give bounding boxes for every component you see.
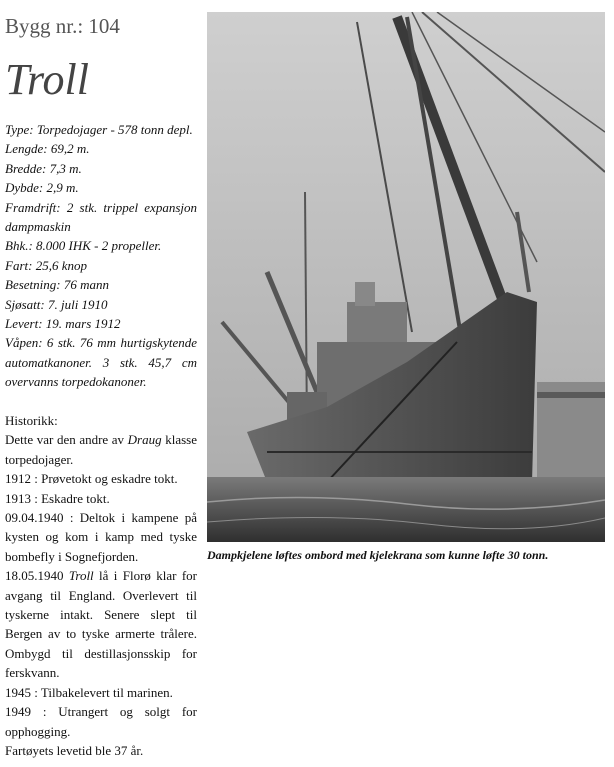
- ship-specs: [5, 120, 197, 392]
- history-1945: 1945 : Tilbakelevert til marinen.: [5, 684, 173, 700]
- spec-type: Type: Torpedojager - 578 tonn depl.: [5, 122, 193, 137]
- history-1940-05-date: 18.05.1940: [5, 568, 69, 584]
- history-1912: 1912 : Prøvetokt og eskadre tokt.: [5, 471, 178, 487]
- ship-photo-drawing: [207, 12, 605, 542]
- history-1940-05: [5, 566, 197, 682]
- history-intro: [5, 430, 197, 469]
- history-1913: 1913 : Eskadre tokt.: [5, 490, 110, 506]
- spec-depth: Dybde: 2,9 m.: [5, 180, 79, 196]
- spec-weapons: Våpen: 6 stk. 76 mm hurtigskytende automatkanoner. 3 stk. 45,7 cm overvanns torpedokanoner.: [5, 335, 197, 390]
- history-1940-04: 09.04.1940 : Deltok i kampene på kysten og kom i kamp med tyske bombefly i Sognefjorden.: [5, 510, 197, 564]
- photo-caption: Dampkjelene løftes ombord med kjelekrana som kunne løfte 30 tonn.: [207, 548, 549, 562]
- spec-launched: Sjøsatt: 7. juli 1910: [5, 296, 108, 312]
- spec-speed: Fart: 25,6 knop: [5, 257, 87, 273]
- history-intro-class: Draug: [127, 432, 162, 448]
- history-1940-05-ship: Troll: [68, 568, 94, 584]
- spec-width: Bredde: 7,3 m.: [5, 160, 82, 176]
- spec-delivered: Levert: 19. mars 1912: [5, 316, 121, 332]
- build-number: Bygg nr.: 104: [5, 14, 120, 38]
- history-lifetime: Fartøyets levetid ble 37 år.: [5, 742, 144, 758]
- history-heading: Historikk:: [5, 413, 58, 428]
- history-intro-tail: klasse torpedojager.: [5, 432, 197, 467]
- spec-power: Bhk.: 8.000 IHK - 2 propeller.: [5, 238, 162, 254]
- spec-length: Lengde: 69,2 m.: [5, 141, 90, 157]
- ship-name: Troll: [5, 55, 89, 104]
- history-1940-05-text: lå i Florø klar for avgang til England. Overlevert til tyskerne intakt. Senere slept til Bergen av to tyske armerte trålere. Ombygd til destillasjonsskip for ferskvann.: [5, 568, 197, 681]
- history-1949: 1949 : Utrangert og solgt for opphogging.: [5, 704, 197, 739]
- spec-propulsion: Framdrift: 2 stk. trippel expansjon dampmaskin: [5, 199, 197, 235]
- history-intro-text: Dette var den andre av: [5, 432, 128, 448]
- history-section: [5, 411, 197, 760]
- spec-crew: Besetning: 76 mann: [5, 277, 109, 293]
- ship-photo: [207, 12, 605, 542]
